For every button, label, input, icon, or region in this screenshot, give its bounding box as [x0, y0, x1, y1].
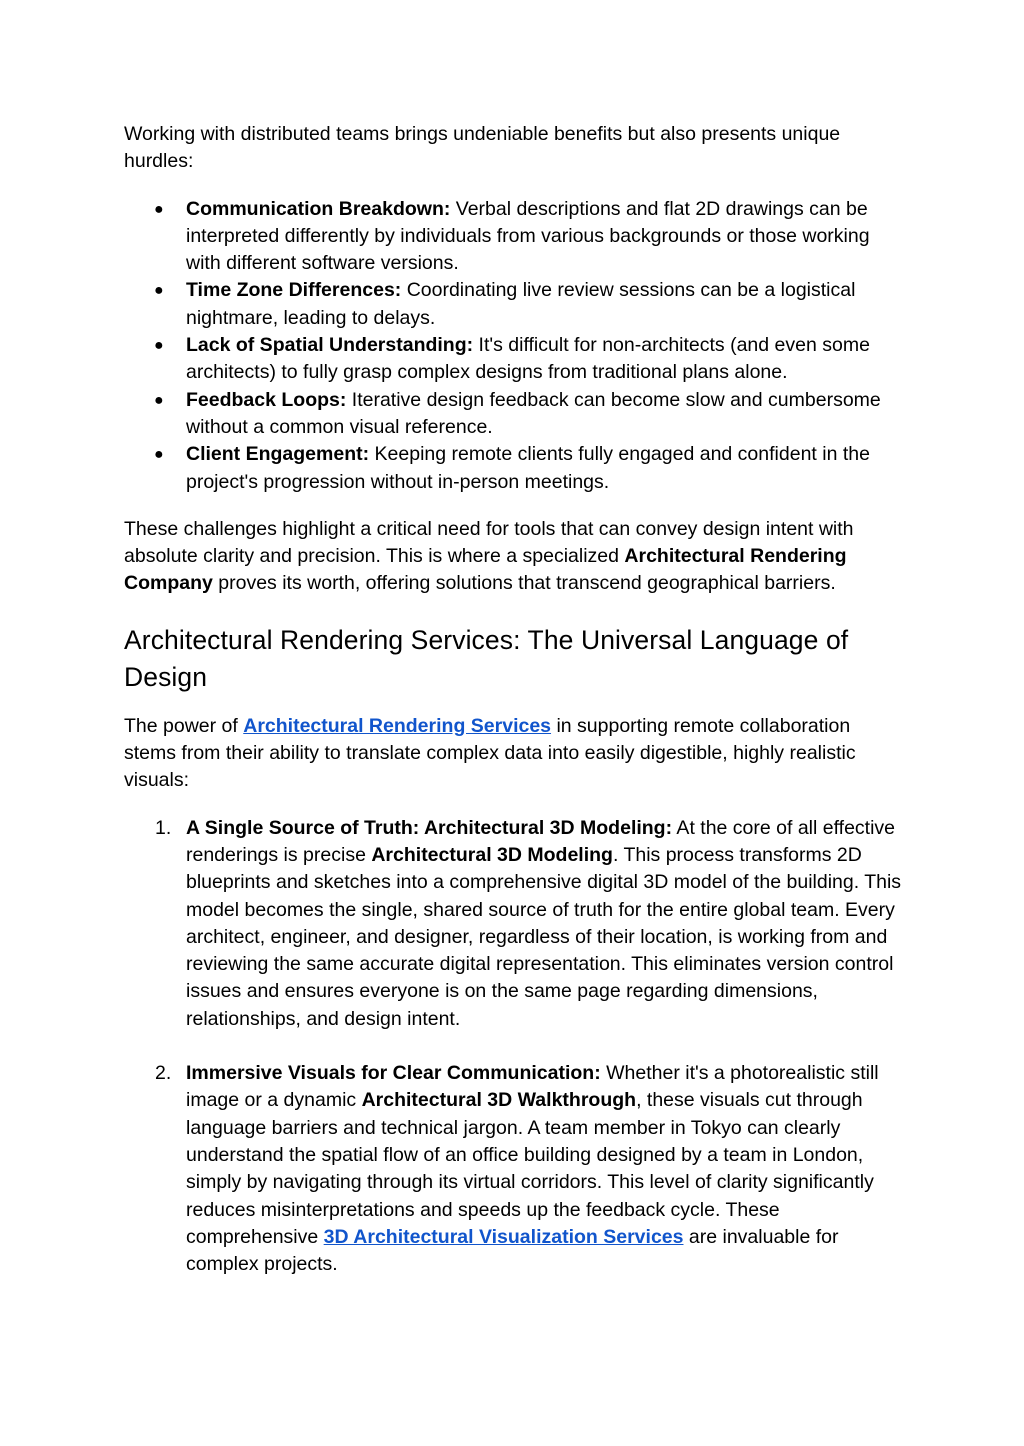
- power-paragraph: [124, 713, 904, 795]
- hurdle-title: Time Zone Differences:: [186, 279, 402, 302]
- list-item: [124, 815, 904, 1033]
- hurdle-title: Lack of Spatial Understanding:: [186, 334, 474, 357]
- document-page: [124, 121, 904, 1278]
- power-text: The power of: [124, 714, 244, 737]
- hurdle-title: Feedback Loops:: [186, 388, 347, 411]
- hurdle-text: Iterative design feedback can become slow and cumbersome without a common visual reference.: [186, 388, 881, 438]
- list-item: [124, 1060, 904, 1278]
- list-item: [124, 387, 904, 442]
- item-number: 1.: [155, 816, 172, 839]
- section-heading: Architectural Rendering Services: The Universal Language of Design: [124, 624, 849, 692]
- bullet-icon: ●: [154, 446, 164, 464]
- services-list: [124, 815, 904, 1279]
- list-item: [124, 441, 904, 496]
- challenges-bold: Architectural Rendering Company: [124, 545, 847, 595]
- challenges-text: These challenges highlight a critical need for tools that can convey design intent with absolute clarity and precision. This is where a specialized: [124, 517, 854, 568]
- hurdle-text: Verbal descriptions and flat 2D drawings can be interpreted differently by individuals from various backgrounds or those working with different software versions.: [186, 197, 870, 275]
- bullet-icon: ●: [154, 200, 164, 218]
- rendering-services-link[interactable]: Architectural Rendering Services: [243, 714, 552, 737]
- bullet-icon: ●: [154, 337, 164, 355]
- hurdles-list: [124, 196, 904, 496]
- item-text: Whether it's a photorealistic still image or a dynamic: [186, 1062, 879, 1112]
- item-text: are invaluable for complex projects.: [186, 1225, 839, 1276]
- bullet-icon: ●: [154, 282, 164, 300]
- bullet-icon: ●: [154, 391, 164, 409]
- hurdle-text: Keeping remote clients fully engaged and confident in the project's progression without in-person meetings.: [186, 443, 870, 493]
- challenges-text-end: proves its worth, offering solutions that transcend geographical barriers.: [212, 572, 836, 595]
- list-item: [124, 332, 904, 387]
- item-bold: Architectural 3D Walkthrough: [361, 1089, 637, 1112]
- power-text-end: in supporting remote collaboration stems from their ability to translate complex data into easily digestible, highly realistic visuals:: [124, 714, 856, 792]
- challenges-paragraph: [124, 516, 904, 598]
- list-item: [124, 196, 904, 278]
- item-text: . This process transforms 2D blueprints and sketches into a comprehensive digital 3D model of the building. This model becomes the single, shared source of truth for the entire global team. Every architect, engineer, and designer, regardless of their location, is working from and reviewing the same accurate digital representation. This eliminates version control issues and ensures everyone is on the same page regarding dimensions, relationships, and design intent.: [186, 843, 902, 1030]
- hurdle-text: It's difficult for non-architects (and even some architects) to fully grasp complex designs from traditional plans alone.: [186, 334, 870, 384]
- item-text: , these visuals cut through language barriers and technical jargon. A team member in Tokyo can clearly understand the spatial flow of an office building designed by a team in London, simply by navigating through its virtual corridors. This level of clarity significantly reduces misinterpretations and speeds up the feedback cycle. These comprehensive: [186, 1089, 874, 1248]
- item-title: Immersive Visuals for Clear Communication:: [186, 1062, 601, 1085]
- item-number: 2.: [155, 1062, 172, 1085]
- hurdle-text: Coordinating live review sessions can be a logistical nightmare, leading to delays.: [186, 279, 856, 329]
- visualization-services-link[interactable]: 3D Architectural Visualization Services: [323, 1225, 684, 1248]
- hurdle-title: Client Engagement:: [186, 443, 370, 466]
- item-text: At the core of all effective renderings is precise: [186, 816, 896, 866]
- list-item: [124, 277, 904, 332]
- intro-paragraph: Working with distributed teams brings undeniable benefits but also presents unique hurdles:: [124, 123, 841, 173]
- item-bold: Architectural 3D Modeling: [371, 843, 613, 866]
- hurdle-title: Communication Breakdown:: [186, 197, 451, 220]
- item-title: A Single Source of Truth: Architectural 3D Modeling:: [186, 816, 673, 839]
